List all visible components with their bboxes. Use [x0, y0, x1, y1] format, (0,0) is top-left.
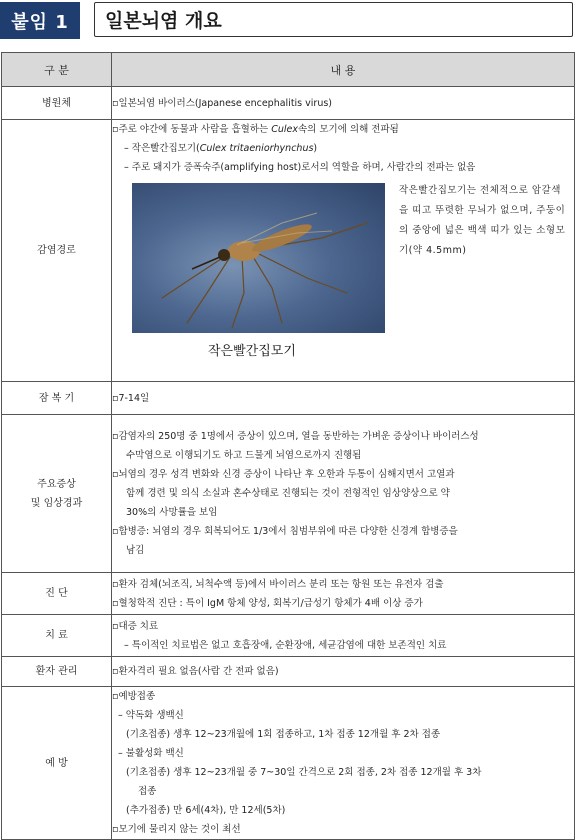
content-line: 남김	[126, 545, 145, 556]
species-name: Culex	[271, 124, 298, 135]
content-line: ▫예방접종	[112, 691, 156, 702]
row-label-diagnosis: 진 단	[2, 573, 112, 615]
table-row	[2, 657, 575, 687]
row-label-transmission: 감염경로	[2, 120, 112, 382]
content-line: – 약독화 생백신	[118, 710, 184, 721]
species-name: Culex tritaeniorhynchus	[199, 143, 314, 154]
content-line: ▫합병증: 뇌염의 경우 회복되어도 1/3에서 침범부위에 따른 다양한 신경계 합병증을	[112, 526, 458, 537]
figure-caption: 작은빨간집모기	[208, 344, 296, 359]
row-label-patient-management: 환자 관리	[2, 657, 112, 687]
content-line: ▫모기에 물리지 않는 것이 최선	[112, 824, 241, 835]
content-line: ▫일본뇌염 바이러스(Japanese encephalitis virus)	[112, 97, 332, 109]
content-line: ▫환자 검체(뇌조직, 뇌척수액 등)에서 바이러스 분리 또는 항원 또는 유전자 검출	[112, 578, 444, 590]
column-header-category: 구 분	[2, 53, 112, 87]
table-row	[2, 687, 575, 840]
mosquito-figure	[112, 177, 574, 381]
mosquito-description: 작은빨간집모기는 전체적으로 암갈색을 띠고 뚜렷한 무늬가 없으며, 주둥이의 중앙에 넓은 백색 띠가 있는 소형모기(약 4.5mm)	[399, 185, 566, 256]
content-line: 30%의 사망률을 보임	[126, 507, 218, 518]
row-content-diagnosis	[112, 573, 575, 615]
page-title: 일본뇌염 개요	[94, 2, 573, 37]
mosquito-photo	[132, 183, 385, 333]
label-line: 및 임상경과	[30, 497, 83, 509]
content-line: (기초접종) 생후 12~23개월 중 7~30일 간격으로 2회 접종, 2차 접종 12개월 후 3차	[126, 767, 482, 778]
content-line: (추가접종) 만 6세(4차), 만 12세(5차)	[126, 805, 286, 816]
text-segment: – 작은빨간집모기(	[124, 143, 200, 154]
content-line: – 주로 돼지가 증폭숙주(amplifying host)로서의 역할을 하며, 사람간의 전파는 없음	[124, 162, 476, 173]
table-row	[2, 415, 575, 573]
row-content-symptoms	[112, 415, 575, 573]
content-line: – 불활성화 백신	[118, 748, 184, 759]
table-row	[2, 120, 575, 382]
row-content-treatment	[112, 615, 575, 657]
text-segment: ▫주로 야간에 동물과 사람을 흡혈하는	[112, 124, 272, 135]
content-line: ▫감염자의 250명 중 1명에서 증상이 있으며, 열을 동반하는 가벼운 증상이나 바이러스성	[112, 431, 479, 442]
content-line: (기초접종) 생후 12~23개월에 1회 접종하고, 1차 접종 12개월 후 2차 접종	[126, 729, 441, 740]
content-line: 접종	[138, 786, 157, 797]
overview-table	[1, 52, 575, 840]
table-row	[2, 87, 575, 120]
row-label-treatment: 치 료	[2, 615, 112, 657]
row-label-symptoms	[2, 415, 112, 573]
content-line: ▫환자격리 필요 없음(사람 간 전파 없음)	[112, 666, 279, 677]
content-line: 함께 경련 및 의식 소실과 혼수상태로 진행되는 것이 전형적인 임상양상으로 약	[126, 488, 450, 499]
content-line: ▫7-14일	[112, 392, 150, 404]
text-segment: )	[313, 143, 318, 154]
row-content-transmission	[112, 120, 575, 382]
column-header-content: 내 용	[112, 53, 575, 87]
content-line: ▫대증 치료	[112, 620, 159, 632]
content-line: ▫혈청학적 진단 : 특이 IgM 항체 양성, 회복기/급성기 항체가 4배 이상 증가	[112, 597, 423, 609]
content-line	[112, 139, 574, 158]
row-content-pathogen	[112, 87, 575, 120]
label-line: 주요증상	[37, 478, 76, 490]
mosquito-icon	[132, 183, 385, 333]
row-content-prevention	[112, 687, 575, 840]
row-content-patient-management	[112, 657, 575, 687]
content-line: 수막염으로 이행되기도 하고 드물게 뇌염으로까지 진행됨	[126, 450, 362, 461]
appendix-badge: 붙임 1	[0, 2, 80, 39]
content-line: – 특이적인 치료법은 없고 호흡장애, 순환장애, 세균감염에 대한 보존적인 치료	[124, 639, 447, 651]
row-label-incubation: 잠 복 기	[2, 382, 112, 415]
row-label-pathogen: 병원체	[2, 87, 112, 120]
table-row	[2, 382, 575, 415]
row-content-incubation	[112, 382, 575, 415]
table-header-row	[2, 53, 575, 87]
text-segment: 속의 모기에 의해 전파됨	[297, 124, 399, 135]
table-row	[2, 615, 575, 657]
content-line	[112, 120, 574, 139]
row-label-prevention: 예 방	[2, 687, 112, 840]
page-header	[0, 0, 577, 42]
content-line: ▫뇌염의 경우 성격 변화와 신경 증상이 나타난 후 오한과 두통이 심해지면서 고열과	[112, 469, 455, 480]
table-row	[2, 573, 575, 615]
